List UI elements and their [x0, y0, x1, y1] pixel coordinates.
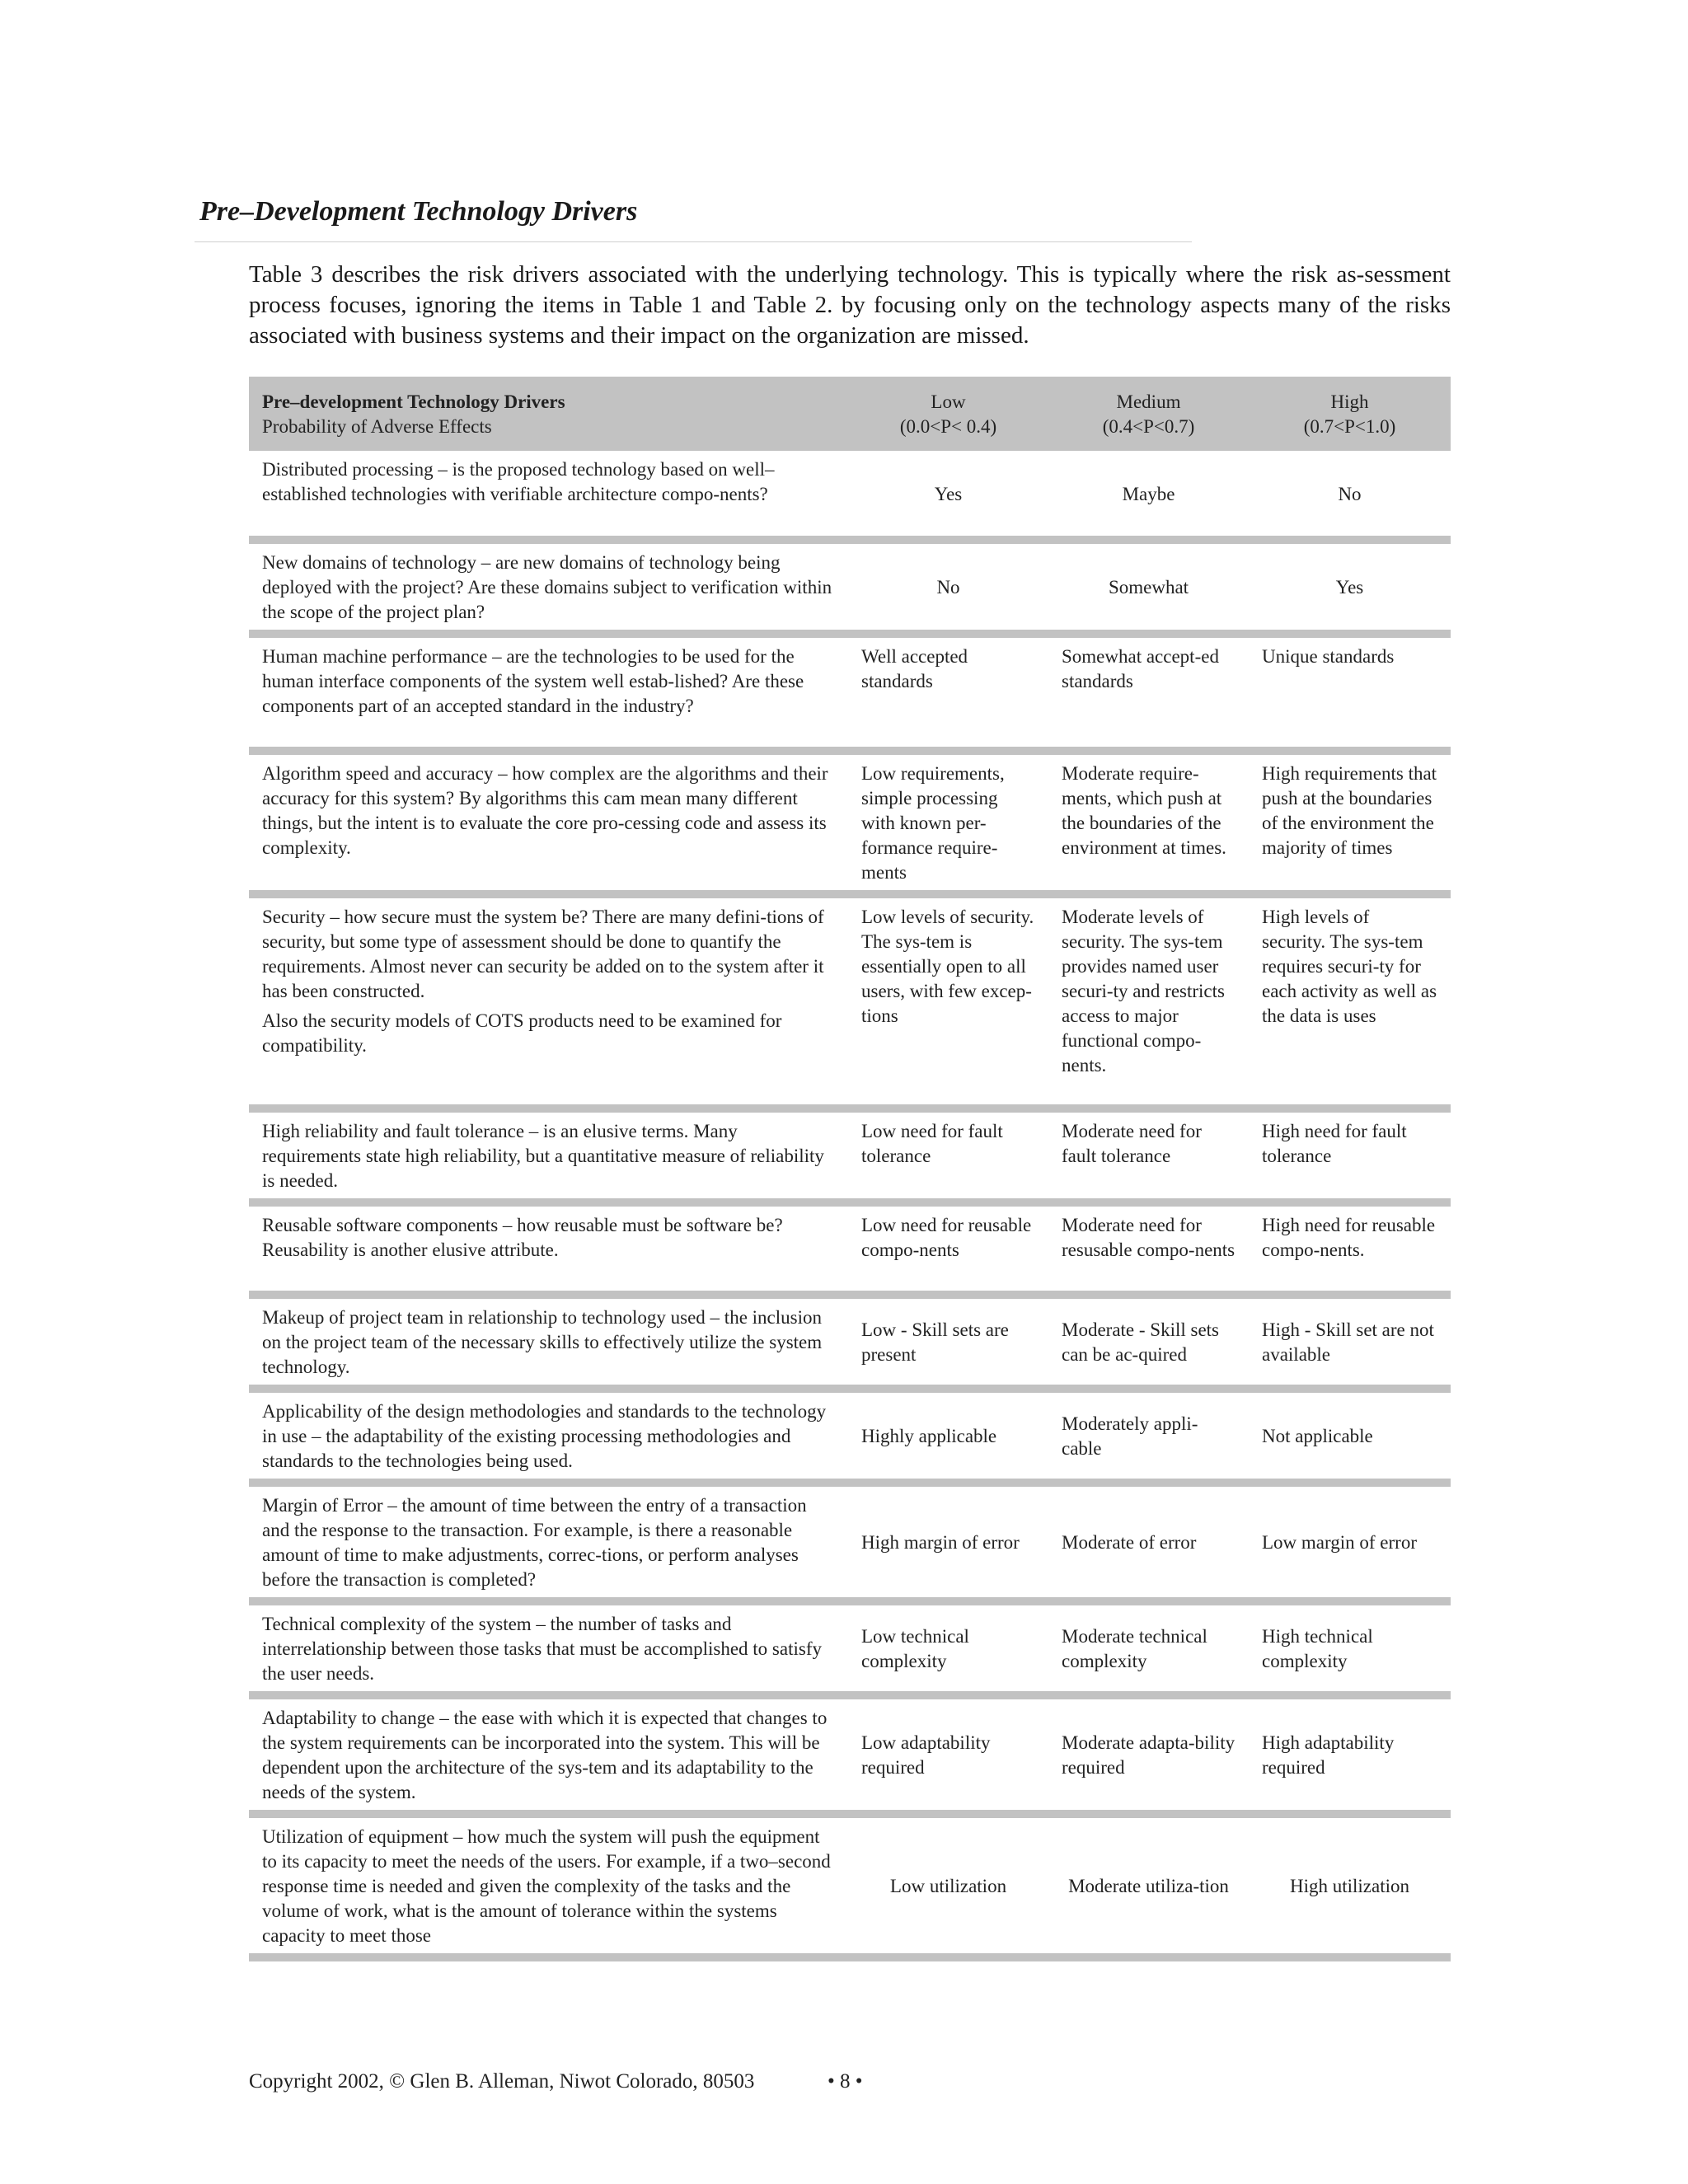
low-value: Low requirements, simple processing with known per-formance require-ments — [848, 751, 1048, 894]
high-value: High levels of security. The sys-tem requires securi-ty for each activity as well as the data is uses — [1249, 894, 1451, 1108]
medium-value: Moderate technical complexity — [1048, 1601, 1249, 1695]
heading-rule — [195, 241, 1192, 242]
table-row — [249, 1695, 1451, 1814]
table-header-row — [249, 377, 1451, 451]
medium-value: Moderate adapta-bility required — [1048, 1695, 1249, 1814]
high-value: High need for reusable compo-nents. — [1249, 1202, 1451, 1295]
low-range: (0.0<P< 0.4) — [899, 416, 997, 437]
driver-description: Reusable software components – how reusable must be software be? Reusability is another elusive attribute. — [249, 1202, 848, 1295]
driver-description: High reliability and fault tolerance – is an elusive terms. Many requirements state high reliability, but a quantitative measure of reliability is needed. — [249, 1108, 848, 1202]
risk-drivers-table — [249, 377, 1451, 1961]
medium-value: Somewhat accept-ed standards — [1048, 634, 1249, 751]
low-value: No — [848, 540, 1048, 634]
medium-value: Moderate - Skill sets can be ac-quired — [1048, 1295, 1249, 1389]
high-value: High requirements that push at the boundaries of the environment the majority of times — [1249, 751, 1451, 894]
high-value: Low margin of error — [1249, 1483, 1451, 1601]
security-description: Security – how secure must the system be? There are many defini-tions of security, but some type of assessment should be done to quantify the requirements. Almost never can security be added on to the system after it has been constructed. — [262, 907, 824, 1001]
table-row — [249, 1202, 1451, 1295]
low-value: High margin of error — [848, 1483, 1048, 1601]
driver-description: Human machine performance – are the technologies to be used for the human interface components of the system well estab-lished? Are these components part of an accepted standard in the industry? — [249, 634, 848, 751]
high-value: High need for fault tolerance — [1249, 1108, 1451, 1202]
table-row — [249, 540, 1451, 634]
header-driver-cell — [249, 377, 848, 451]
footer-copyright: Copyright 2002, © Glen B. Alleman, Niwot Colorado, 80503 — [249, 2070, 755, 2093]
medium-value: Maybe — [1048, 451, 1249, 540]
medium-value: Moderate need for resusable compo-nents — [1048, 1202, 1249, 1295]
header-low-cell — [848, 377, 1048, 451]
driver-description: Makeup of project team in relationship to technology used – the inclusion on the project team of the necessary skills to effectively utilize the system technology. — [249, 1295, 848, 1389]
driver-description: Distributed processing – is the proposed technology based on well–established technologies with verifiable architecture compo-nents? — [249, 451, 848, 540]
high-value: High technical complexity — [1249, 1601, 1451, 1695]
medium-value: Moderate of error — [1048, 1483, 1249, 1601]
driver-description: Adaptability to change – the ease with which it is expected that changes to the system requirements can be incorporated into the system. This will be dependent upon the architecture of the sys-tem and its adaptability to the needs of the system. — [249, 1695, 848, 1814]
page-number: • 8 • — [828, 2070, 863, 2093]
table-row — [249, 1108, 1451, 1202]
table-row — [249, 1389, 1451, 1483]
low-value: Low adaptability required — [848, 1695, 1048, 1814]
high-label: High — [1330, 391, 1369, 412]
high-value: High utilization — [1249, 1814, 1451, 1957]
driver-description: Algorithm speed and accuracy – how complex are the algorithms and their accuracy for this system? By algorithms this cam mean many different things, but the intent is to evaluate the core pro-cessing code and assess its complexity. — [249, 751, 848, 894]
low-value: Yes — [848, 451, 1048, 540]
low-value: Low levels of security. The sys-tem is essentially open to all users, with few excep-tions — [848, 894, 1048, 1108]
header-high-cell — [1249, 377, 1451, 451]
medium-value: Moderate utiliza-tion — [1048, 1814, 1249, 1957]
medium-value: Moderate levels of security. The sys-tem provides named user securi-ty and restricts access to major functional compo-nents. — [1048, 894, 1249, 1108]
table-row — [249, 751, 1451, 894]
low-value: Low utilization — [848, 1814, 1048, 1957]
high-value: Not applicable — [1249, 1389, 1451, 1483]
medium-value: Moderate need for fault tolerance — [1048, 1108, 1249, 1202]
low-label: Low — [931, 391, 966, 412]
table-subtitle: Probability of Adverse Effects — [262, 416, 492, 437]
security-note: Also the security models of COTS products need to be examined for compatibility. — [262, 1010, 782, 1056]
high-value: High adaptability required — [1249, 1695, 1451, 1814]
header-medium-cell — [1048, 377, 1249, 451]
table-row — [249, 894, 1451, 1108]
low-value: Low need for fault tolerance — [848, 1108, 1048, 1202]
medium-label: Medium — [1116, 391, 1181, 412]
section-title: Pre–Development Technology Drivers — [199, 196, 638, 227]
medium-value: Moderate require-ments, which push at the boundaries of the environment at times. — [1048, 751, 1249, 894]
high-value: Unique standards — [1249, 634, 1451, 751]
low-value: Low technical complexity — [848, 1601, 1048, 1695]
low-value: Low - Skill sets are present — [848, 1295, 1048, 1389]
intro-paragraph: Table 3 describes the risk drivers associated with the underlying technology. This is typically where the risk as-sessment process focuses, ignoring the items in Table 1 and Table 2. by focusing only on the technology aspects many of the risks associated with business systems and their impact on the organization are missed. — [249, 261, 1451, 349]
high-value: No — [1249, 451, 1451, 540]
driver-description: Utilization of equipment – how much the system will push the equipment to its capacity to meet the needs of the users. For example, if a two–second response time is needed and given the complexity of the tasks and the volume of work, what is the amount of tolerance within the systems capacity to meet those — [249, 1814, 848, 1957]
table-row — [249, 451, 1451, 540]
high-range: (0.7<P<1.0) — [1303, 416, 1396, 437]
table-row — [249, 1295, 1451, 1389]
table-row — [249, 634, 1451, 751]
table-row — [249, 1814, 1451, 1957]
driver-description: New domains of technology – are new domains of technology being deployed with the project? Are these domains subject to verification within the scope of the project plan? — [249, 540, 848, 634]
driver-description: Margin of Error – the amount of time between the entry of a transaction and the response to the transaction. For example, is there a reasonable amount of time to make adjustments, correc-tions, or perform analyses before the transaction is completed? — [249, 1483, 848, 1601]
driver-description: Technical complexity of the system – the number of tasks and interrelationship between those tasks that must be accomplished to satisfy the user needs. — [249, 1601, 848, 1695]
table-row — [249, 1483, 1451, 1601]
medium-range: (0.4<P<0.7) — [1102, 416, 1195, 437]
high-value: Yes — [1249, 540, 1451, 634]
low-value: Low need for reusable compo-nents — [848, 1202, 1048, 1295]
medium-value: Moderately appli-cable — [1048, 1389, 1249, 1483]
table-title: Pre–development Technology Drivers — [262, 391, 565, 412]
low-value: Well accepted standards — [848, 634, 1048, 751]
medium-value: Somewhat — [1048, 540, 1249, 634]
high-value: High - Skill set are not available — [1249, 1295, 1451, 1389]
driver-description — [249, 894, 848, 1108]
driver-description: Applicability of the design methodologies and standards to the technology in use – the adaptability of the existing processing methodologies and standards to the technologies being used. — [249, 1389, 848, 1483]
low-value: Highly applicable — [848, 1389, 1048, 1483]
table-row — [249, 1601, 1451, 1695]
